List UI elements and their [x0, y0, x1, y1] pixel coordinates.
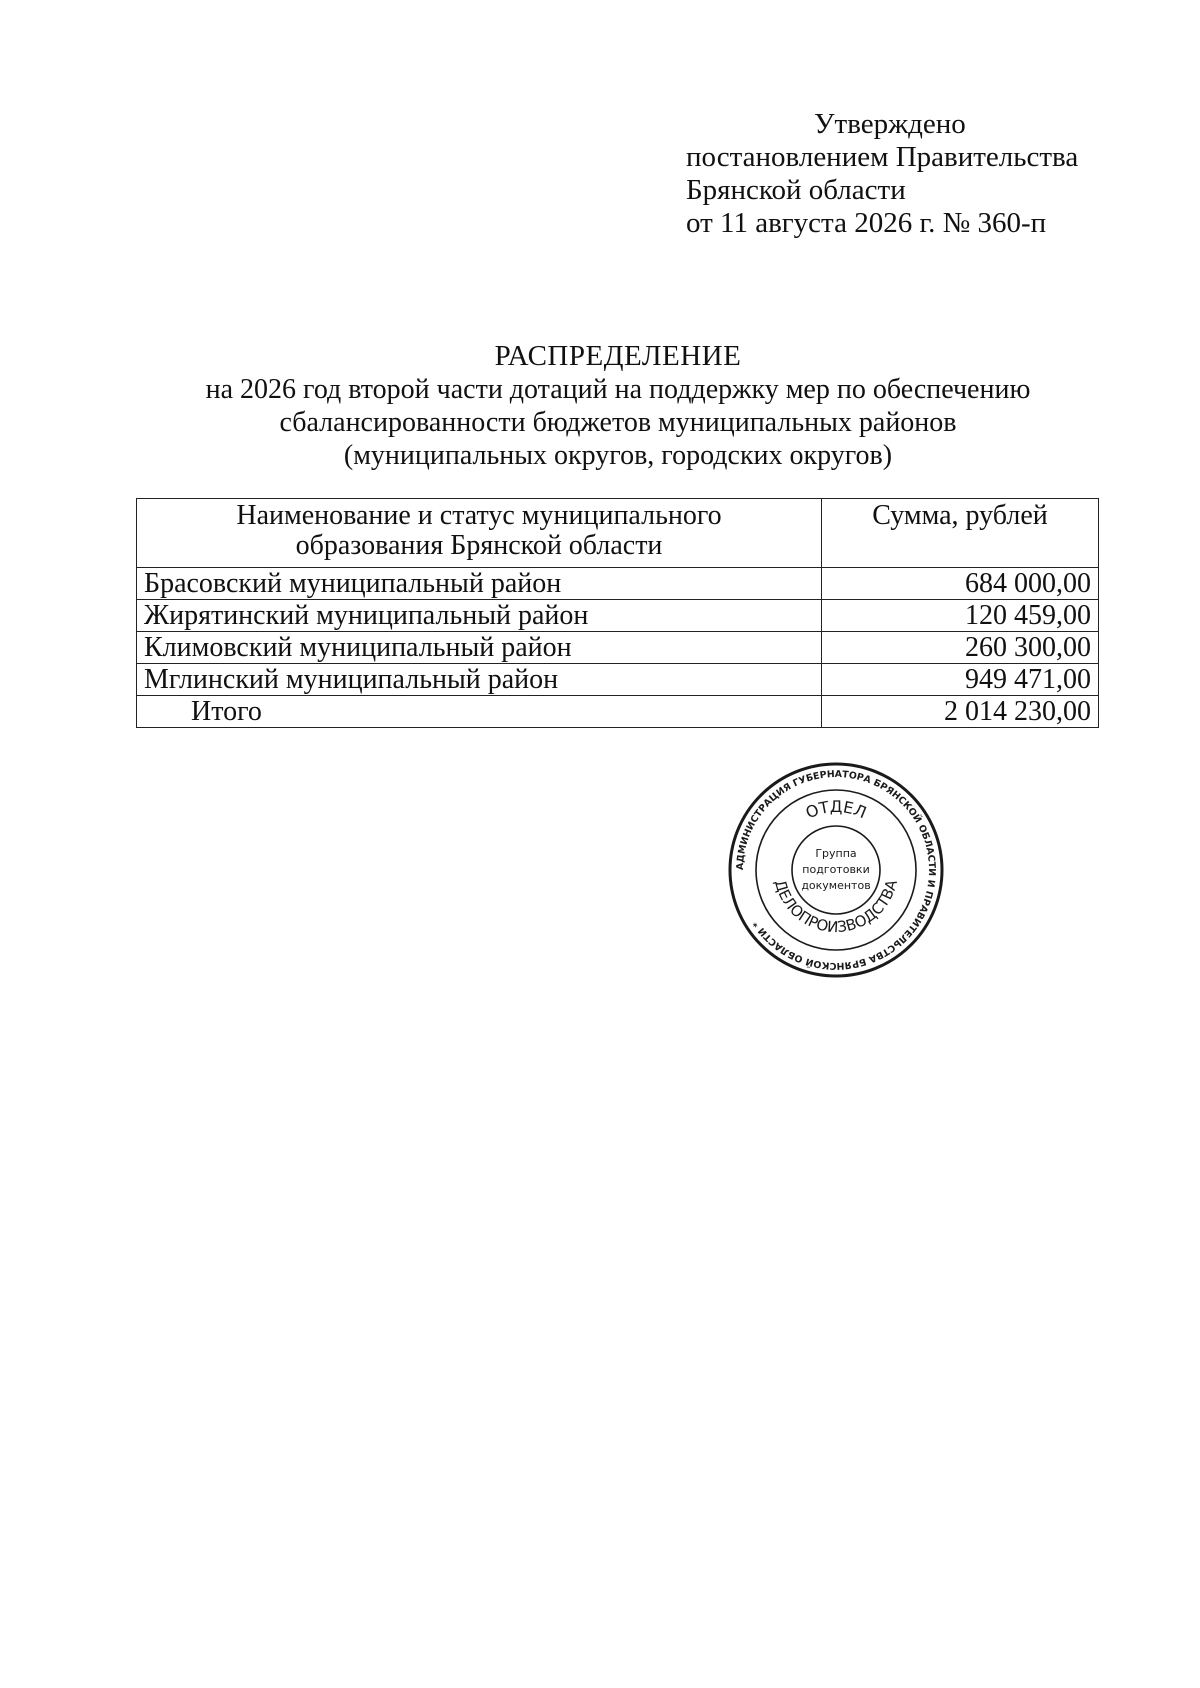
document-subtitle: на 2026 год второй части дотаций на поддержку мер по обеспечению сбалансированности бюджетов муниципальных районов (муниципальных округов, городских округов) [205, 374, 1031, 471]
stamp-center-line-3: документов [801, 879, 871, 892]
municipality-name: Климовский муниципальный район [137, 632, 822, 664]
approval-line-2: Брянской области [686, 174, 906, 206]
table-total-row [137, 696, 1099, 728]
stamp-graphic [726, 760, 946, 980]
municipality-name: Мглинский муниципальный район [137, 664, 822, 696]
distribution-table [136, 498, 1099, 728]
official-stamp [726, 760, 946, 980]
stamp-center-line-1: Группа [815, 847, 857, 860]
amount-cell: 260 300,00 [822, 632, 1099, 664]
table-row [137, 632, 1099, 664]
total-label: Итого [137, 696, 822, 728]
municipality-name: Жирятинский муниципальный район [137, 600, 822, 632]
amount-cell: 120 459,00 [822, 600, 1099, 632]
column-header-name: Наименование и статус муниципального образования Брянской области [137, 499, 822, 568]
amount-cell: 949 471,00 [822, 664, 1099, 696]
stamp-top-arc-text: ОТДЕЛ [802, 797, 870, 823]
stamp-outer-text: АДМИНИСТРАЦИЯ ГУБЕРНАТОРА БРЯНСКОЙ ОБЛАСТИ И ПРАВИТЕЛЬСТВА БРЯНСКОЙ ОБЛАСТИ * [734, 768, 938, 972]
document-title-block [138, 340, 1098, 472]
amount-cell: 684 000,00 [822, 568, 1099, 600]
total-amount: 2 014 230,00 [822, 696, 1099, 728]
municipality-name: Брасовский муниципальный район [137, 568, 822, 600]
table-header-row [137, 499, 1099, 568]
table-row [137, 664, 1099, 696]
approval-heading: Утверждено [814, 108, 966, 140]
approval-line-3: от 11 августа 2026 г. № 360-п [686, 207, 1047, 239]
document-title: РАСПРЕДЕЛЕНИЕ [494, 340, 742, 372]
approval-block [686, 108, 1126, 240]
approval-line-1: постановлением Правительства [686, 141, 1079, 173]
stamp-inner-arc-text: ДЕЛОПРОИЗВОДСТВА [770, 877, 901, 937]
column-header-amount: Сумма, рублей [822, 499, 1099, 568]
table-row [137, 568, 1099, 600]
table-row [137, 600, 1099, 632]
stamp-center-line-2: подготовки [802, 863, 870, 876]
